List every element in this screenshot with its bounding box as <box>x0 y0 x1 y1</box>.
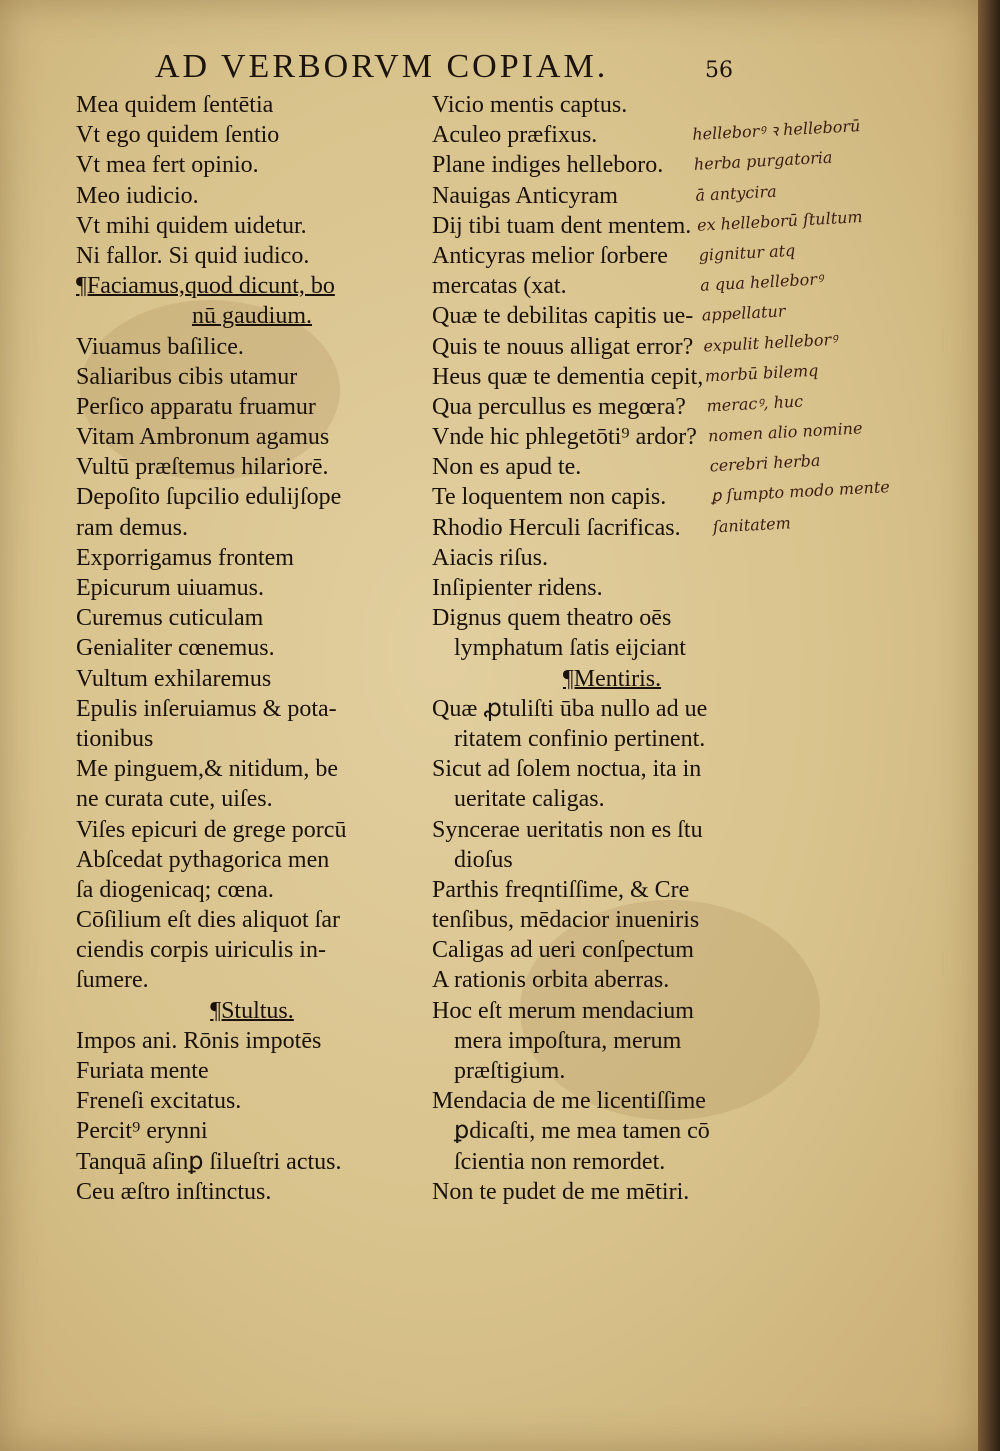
text-line: Vultū præſtemus hilariorē. <box>76 454 329 481</box>
text-line: Vultum exhilaremus <box>76 665 272 692</box>
text-line: Epicurum uiuamus. <box>76 575 264 601</box>
marginal-note: cerebri herba <box>709 450 821 476</box>
text-line: Cōſilium eſt dies aliquot ſar <box>76 907 340 934</box>
text-line: ſa diogenicaq; cœna. <box>76 876 274 903</box>
handwritten-marginalia <box>690 75 1000 542</box>
running-title: AD VERBORVM COPIAM. <box>155 48 609 85</box>
text-line: Rhodio Herculi ſacrificas. <box>432 514 681 541</box>
marginal-note: expulit helleborꝰ <box>702 329 838 356</box>
marginal-note: morbū bilemq <box>704 360 819 386</box>
text-line: tionibus <box>76 725 154 752</box>
marginal-note: appellatur <box>701 301 786 325</box>
text-line: Vt ego quidem ſentio <box>76 122 280 149</box>
text-line: Syncerae ueritatis non es ſtu <box>432 816 703 843</box>
text-line: ꝑdicaſti, me mea tamen cō <box>454 1118 710 1145</box>
section-heading: nū gaudium. <box>192 303 312 330</box>
marginal-note: a qua helleborꝰ <box>699 269 824 295</box>
text-line: Depoſito ſupcilio edulijſope <box>76 484 342 511</box>
text-line: Plane indiges helleboro. <box>432 152 664 179</box>
text-line: ſumere. <box>76 967 149 994</box>
text-line: Vt mihi quidem uidetur. <box>76 212 307 239</box>
marginal-note: nomen alio nomine <box>707 418 863 446</box>
text-line: Ceu æſtro inſtinctus. <box>76 1178 272 1205</box>
text-line: Heus quæ te dementia cepit, <box>432 363 704 390</box>
marginal-note: ex helleborū ſtultum <box>696 206 864 235</box>
text-line: Caligas ad ueri conſpectum <box>432 937 694 964</box>
text-line: ne curata cute, uiſes. <box>76 786 273 813</box>
text-line: Viſes epicuri de grege porcū <box>76 816 347 843</box>
text-line: lymphatum ſatis eijciant <box>454 635 686 662</box>
marginal-note: ā antycira <box>695 181 778 205</box>
text-line: Mendacia de me licentiſſime <box>432 1088 706 1115</box>
text-line: Impos ani. Rōnis impotēs <box>76 1027 322 1054</box>
text-line: ueritate caligas. <box>454 786 605 813</box>
text-line: dioſus <box>454 846 513 873</box>
marginal-note: ſanitatem <box>712 512 792 537</box>
page-number: 56 <box>705 58 733 83</box>
text-line: ritatem confinio pertinent. <box>454 725 706 752</box>
text-line: Exporrigamus frontem <box>76 544 294 571</box>
text-line: Viuamus baſilice. <box>76 333 244 360</box>
text-line: Parthis freqntiſſime, & Cre <box>432 876 690 903</box>
section-heading: ¶Stultus. <box>210 997 294 1024</box>
text-line: Dij tibi tuam dent mentem. <box>432 212 692 239</box>
section-heading: ¶Faciamus,quod dicunt, bo <box>76 273 335 300</box>
text-line: Nauigas Anticyram <box>432 182 618 209</box>
section-heading: ¶Mentiris. <box>562 665 662 692</box>
text-line: Non te pudet de me mētiri. <box>432 1178 690 1205</box>
text-line: Non es apud te. <box>432 454 582 481</box>
text-line: præſtigium. <box>454 1058 566 1084</box>
text-line: Anticyras melior ſorbere <box>432 242 668 269</box>
text-line: mercatas (xat. <box>432 273 567 300</box>
text-line: Vnde hic phlegetōti⁹ ardor? <box>432 424 697 451</box>
text-line: Quæ ꝓtuliſti ūba nullo ad ue <box>432 695 708 722</box>
text-line: Abſcedat pythagorica men <box>76 846 330 873</box>
text-line: Saliaribus cibis utamur <box>76 363 298 390</box>
text-line: Freneſi excitatus. <box>76 1088 242 1115</box>
text-line: Meo iudicio. <box>76 182 199 209</box>
text-line: Inſipienter ridens. <box>432 575 603 601</box>
text-line: A rationis orbita aberras. <box>432 967 670 994</box>
text-line: Epulis inſeruiamus & pota- <box>76 695 337 722</box>
text-line: Curemus cuticulam <box>76 605 264 632</box>
marginal-note: gignitur atq <box>698 240 796 265</box>
marginal-note: ꝑ ſumpto modo mente <box>710 477 891 506</box>
text-line: ſcientia non remordet. <box>454 1148 666 1175</box>
text-line: Vitam Ambronum agamus <box>76 424 330 451</box>
left-column <box>76 90 428 1207</box>
text-line: Me pinguem,& nitidum, be <box>76 756 338 783</box>
text-line: Tanquā aſinꝑ ſilueſtri actus. <box>76 1148 342 1175</box>
text-line: Vicio mentis captus. <box>432 92 628 118</box>
text-line: Percit⁹ erynni <box>76 1118 208 1145</box>
text-line: Quæ te debilitas capitis ue- <box>432 303 694 330</box>
text-line: Ni fallor. Si quid iudico. <box>76 242 310 269</box>
text-line: Dignus quem theatro oēs <box>432 605 672 632</box>
text-line: ciendis corpis uiriculis in- <box>76 937 326 964</box>
text-line: Vt mea fert opinio. <box>76 152 259 179</box>
marginal-note: herba purgatoria <box>693 148 833 175</box>
text-line: Quis te nouus alligat error? <box>432 333 694 360</box>
text-line: Aculeo præfixus. <box>432 122 598 149</box>
text-line: Genialiter cœnemus. <box>76 635 275 662</box>
marginal-note: meracꝰ, huc <box>706 391 804 416</box>
text-line: Perſico apparatu fruamur <box>76 393 316 420</box>
text-line: Sicut ad ſolem noctua, ita in <box>432 756 702 783</box>
text-line: mera impoſtura, merum <box>454 1027 682 1054</box>
text-line: Aiacis riſus. <box>432 544 548 571</box>
marginal-note: helleborꝰ ꝛ helleborū <box>691 116 861 145</box>
text-line: Qua percullus es megœra? <box>432 393 686 420</box>
text-line: Furiata mente <box>76 1058 209 1084</box>
text-line: Te loquentem non capis. <box>432 484 667 511</box>
book-binding-edge <box>978 0 1000 1451</box>
text-line: tenſibus, mēdacior inueniris <box>432 907 700 934</box>
text-line: Hoc eſt merum mendacium <box>432 997 694 1024</box>
text-line: ram demus. <box>76 514 188 541</box>
text-line: Mea quidem ſentētia <box>76 92 274 118</box>
